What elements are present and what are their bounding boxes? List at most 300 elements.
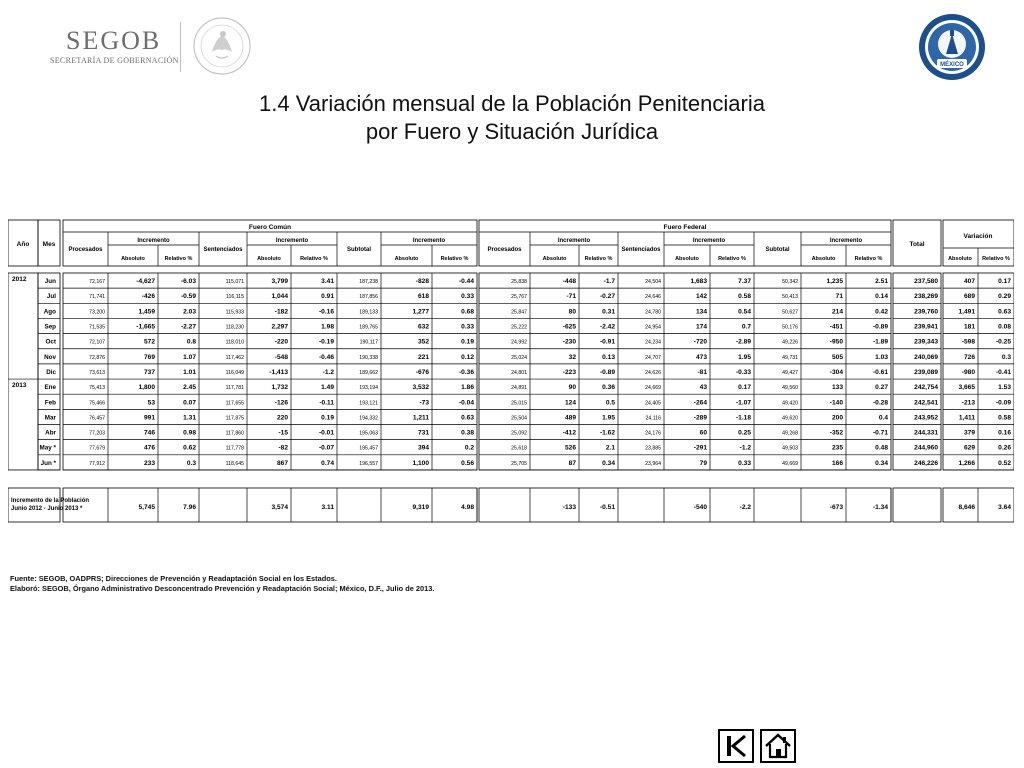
table-data-cell: 194,332	[359, 415, 378, 422]
table-data-cell: -828	[415, 278, 429, 286]
first-page-icon	[720, 731, 752, 761]
table-data-cell: 87	[568, 459, 576, 467]
table-data-cell: -0.91	[599, 338, 615, 346]
table-data-cell: 25,705	[511, 460, 527, 467]
table-data-cell: 1.49	[321, 384, 334, 392]
table-data-cell: 244,960	[914, 444, 938, 452]
summary-data-cell: 5,745	[138, 504, 155, 511]
table-data-cell: 189,133	[359, 309, 378, 316]
table-data-cell: 187,238	[359, 279, 378, 286]
table-data-cell: 1.03	[875, 353, 888, 361]
table-data-cell: 49,620	[782, 415, 798, 422]
table-data-cell: -0.25	[995, 338, 1011, 346]
logo-divider	[180, 22, 181, 72]
fuero-comun-title: Fuero Común	[248, 224, 292, 231]
table-data-cell: 2.1	[605, 444, 615, 452]
table-data-cell: 0.58	[998, 414, 1011, 422]
table-data-cell: 77,912	[89, 460, 105, 467]
table-data-cell: 133	[831, 384, 843, 392]
summary-data-cell: 4.98	[461, 504, 474, 511]
table-data-cell: 25,767	[511, 294, 527, 301]
table-data-cell: 3,665	[958, 384, 975, 392]
table-data-cell: 243,952	[914, 414, 938, 422]
table-data-cell: 476	[143, 444, 155, 452]
table-data-cell: -1,665	[136, 323, 155, 331]
table-data-cell: 242,754	[914, 384, 938, 392]
fuero-comun-subtotal-header: Subtotal	[347, 247, 371, 253]
table-data-cell: 72,107	[89, 339, 105, 346]
mexico-eagle-seal-icon	[190, 14, 254, 78]
table-data-cell: 221	[417, 353, 429, 361]
table-data-cell: 166	[831, 459, 843, 467]
table-data-cell: 50,176	[782, 324, 798, 331]
table-data-cell: 25,015	[511, 400, 527, 407]
table-data-cell: 174	[695, 323, 707, 331]
table-data-cell: 1,459	[138, 308, 155, 316]
table-data-cell: -0.04	[458, 399, 474, 407]
table-data-cell: 731	[417, 429, 429, 437]
table-data-cell: 737	[143, 368, 155, 376]
table-data-cell: -412	[562, 429, 576, 437]
table-data-cell: -220	[274, 338, 288, 346]
table-data-cell: 394	[417, 444, 429, 452]
table-data-cell: 0.5	[605, 399, 615, 407]
table-data-cell: 246,226	[914, 459, 938, 467]
table-data-cell: 214	[831, 308, 843, 316]
table-data-cell: 0.34	[602, 459, 615, 467]
table-data-cell: -0.27	[599, 293, 615, 301]
table-data-cell: -82	[278, 444, 288, 452]
page-title	[150, 90, 874, 146]
table-data-cell: -213	[961, 399, 975, 407]
summary-data-cell: 8,646	[958, 504, 975, 511]
table-data-cell: 0.56	[461, 459, 474, 467]
table-data-cell: 473	[695, 353, 707, 361]
table-data-cell: -1.18	[735, 414, 751, 422]
table-data-cell: 189,662	[359, 369, 378, 376]
table-data-cell: 1,211	[412, 414, 429, 422]
year-header: Año	[16, 241, 30, 248]
table-data-cell: 0.91	[321, 293, 334, 301]
table-data-cell: 0.38	[461, 429, 474, 437]
table-data-cell: -676	[415, 368, 429, 376]
table-data-cell: 71,741	[89, 294, 105, 301]
table-data-cell: 2.03	[183, 308, 196, 316]
table-data-cell: 24,234	[645, 339, 661, 346]
table-data-cell: 1,732	[271, 384, 288, 392]
table-data-cell: 24,707	[645, 354, 661, 361]
table-month-cell: Ago	[43, 308, 56, 316]
table-data-cell: 200	[831, 414, 843, 422]
table-data-cell: 242,541	[914, 399, 938, 407]
table-data-cell: -0.36	[458, 368, 474, 376]
table-data-cell: 1.95	[738, 353, 751, 361]
table-data-cell: 1,266	[958, 459, 975, 467]
table-data-cell: 3.41	[321, 278, 334, 286]
table-data-cell: 24,626	[645, 369, 661, 376]
table-data-cell: 117,462	[225, 354, 244, 361]
fuero-comun-absoluto-header: Absoluto	[394, 256, 419, 262]
table-data-cell: -182	[274, 308, 288, 316]
table-data-cell: 124	[564, 399, 576, 407]
table-data-cell: 24,176	[645, 430, 661, 437]
table-month-cell: Dic	[46, 368, 56, 376]
table-data-cell: 0.33	[461, 323, 474, 331]
table-data-cell: 117,778	[225, 445, 244, 452]
table-data-cell: -71	[566, 293, 576, 301]
population-table-grid	[8, 218, 1014, 528]
table-data-cell: 0.26	[998, 444, 1011, 452]
table-data-cell: 0.54	[738, 308, 751, 316]
table-data-cell: 0.17	[738, 384, 751, 392]
table-year-cell: 2012	[12, 276, 27, 284]
table-data-cell: 0.74	[321, 459, 334, 467]
table-data-cell: 526	[564, 444, 576, 452]
table-data-cell: 90	[568, 384, 576, 392]
table-data-cell: 0.7	[741, 323, 751, 331]
table-data-cell: 1.86	[461, 384, 474, 392]
table-data-cell: -0.33	[735, 368, 751, 376]
table-data-cell: 181	[963, 323, 975, 331]
table-data-cell: 24,405	[645, 400, 661, 407]
table-data-cell: 24,646	[645, 294, 661, 301]
table-data-cell: 0.8	[186, 338, 196, 346]
total-header: Total	[909, 241, 925, 248]
table-data-cell: 190,338	[359, 354, 378, 361]
table-data-cell: 25,838	[511, 279, 527, 286]
table-data-cell: 49,560	[782, 385, 798, 392]
table-data-cell: 0.36	[602, 384, 615, 392]
table-data-cell: -1.2	[739, 444, 751, 452]
summary-data-cell: 3,574	[271, 504, 288, 511]
summary-total	[893, 488, 941, 522]
table-data-cell: -1,413	[269, 368, 288, 376]
table-data-cell: 0.25	[738, 429, 751, 437]
table-data-cell: 49,268	[782, 430, 798, 437]
year-column-body	[8, 273, 38, 470]
title-line-2: por Fuero y Situación Jurídica	[365, 119, 659, 144]
table-data-cell: -0.01	[318, 429, 334, 437]
table-data-cell: -548	[274, 353, 288, 361]
table-data-cell: 0.07	[183, 399, 196, 407]
fuero-federal-sentenciados-header: Sentenciados	[621, 247, 661, 253]
table-data-cell: 189,765	[359, 324, 378, 331]
table-data-cell: 49,427	[782, 369, 798, 376]
table-data-cell: -81	[697, 368, 707, 376]
table-data-cell: 0.63	[461, 414, 474, 422]
fuero-federal-procesados-header: Procesados	[487, 247, 522, 253]
table-data-cell: -0.07	[318, 444, 334, 452]
table-data-cell: 220	[276, 414, 288, 422]
variacion-relativo-header: Relativo %	[982, 256, 1010, 262]
table-data-cell: 7.37	[738, 278, 751, 286]
author-note: Elaboró: SEGOB, Órgano Administrativo Desconcentrado Prevención y Readaptación Social; México, D.F., Julio de 2013.	[10, 584, 435, 593]
table-data-cell: 115,933	[225, 309, 244, 316]
table-data-cell: 73,613	[89, 369, 105, 376]
table-data-cell: -0.59	[180, 293, 196, 301]
table-data-cell: -0.16	[318, 308, 334, 316]
table-data-cell: -0.28	[872, 399, 888, 407]
source-note: Fuente: SEGOB, OADPRS; Direcciones de Prevención y Readaptación Social en los Estados.	[10, 574, 337, 583]
table-month-cell: Nov	[44, 353, 56, 361]
table-data-cell: 1.98	[321, 323, 334, 331]
segob-logo	[50, 18, 260, 78]
emblem-text: MÉXICO	[940, 62, 964, 68]
fuero-comun-absoluto-header: Absoluto	[121, 256, 145, 262]
table-data-cell: 117,781	[225, 385, 244, 392]
table-data-cell: 24,504	[645, 279, 661, 286]
fuero-comun-incremento-header: Incremento	[412, 238, 446, 244]
summary-data-cell: -133	[562, 504, 576, 511]
table-data-cell: 1,044	[271, 293, 288, 301]
summary-data-cell: -1.34	[872, 504, 888, 511]
fuero-comun-relativo-header: Relativo %	[300, 256, 328, 262]
table-data-cell: 0.48	[875, 444, 888, 452]
table-data-cell: -73	[419, 399, 429, 407]
table-data-cell: -1.07	[735, 399, 751, 407]
table-data-cell: 489	[564, 414, 576, 422]
table-data-cell: -1.2	[322, 368, 334, 376]
table-data-cell: 0.68	[461, 308, 474, 316]
table-data-cell: 0.63	[998, 308, 1011, 316]
table-data-cell: 24,954	[645, 324, 661, 331]
table-data-cell: -625	[562, 323, 576, 331]
table-data-cell: 115,071	[225, 279, 244, 286]
summary-data-cell: 9,319	[412, 504, 429, 511]
table-data-cell: 2,297	[271, 323, 288, 331]
table-data-cell: 195,457	[359, 445, 378, 452]
summary-label-line-1: Incremento de la Población	[11, 498, 90, 504]
table-data-cell: 71	[835, 293, 843, 301]
table-data-cell: 0.34	[875, 459, 888, 467]
first-page-button[interactable]	[718, 729, 754, 763]
table-data-cell: 80	[568, 308, 576, 316]
fuero-federal-title: Fuero Federal	[663, 224, 707, 231]
table-data-cell: 43	[699, 384, 707, 392]
table-data-cell: 50,342	[782, 279, 798, 286]
fuero-federal-absoluto-header: Absoluto	[675, 256, 699, 262]
table-data-cell: 72,167	[89, 279, 105, 286]
table-data-cell: 689	[963, 293, 975, 301]
table-data-cell: 25,092	[511, 430, 527, 437]
table-data-cell: 32	[568, 353, 576, 361]
table-data-cell: -4,627	[136, 278, 155, 286]
table-data-cell: 618	[417, 293, 429, 301]
fuero-federal-relativo-header: Relativo %	[718, 256, 746, 262]
table-year-cell: 2013	[12, 382, 27, 390]
summary-data-cell: -540	[693, 504, 707, 511]
fuero-comun-incremento-header: Incremento	[275, 238, 309, 244]
table-data-cell: -0.41	[995, 368, 1011, 376]
table-data-cell: -230	[562, 338, 576, 346]
table-data-cell: 0.13	[602, 353, 615, 361]
title-line-1: 1.4 Variación mensual de la Población Penitenciaria	[259, 91, 765, 116]
table-data-cell: -289	[693, 414, 707, 422]
table-data-cell: 187,856	[359, 294, 378, 301]
fuero-federal-absoluto-header: Absoluto	[811, 256, 836, 262]
table-data-cell: 118,230	[225, 324, 244, 331]
summary-data-cell: -673	[829, 504, 843, 511]
table-data-cell: 118,010	[225, 339, 244, 346]
table-data-cell: 0.33	[738, 459, 751, 467]
table-data-cell: -0.61	[872, 368, 888, 376]
table-data-cell: 25,222	[511, 324, 527, 331]
table-data-cell: 2.51	[875, 278, 888, 286]
table-data-cell: 75,466	[89, 400, 105, 407]
table-data-cell: 3,799	[271, 278, 288, 286]
table-data-cell: 49,420	[782, 400, 798, 407]
table-data-cell: -598	[961, 338, 975, 346]
table-data-cell: -264	[693, 399, 707, 407]
summary-data-cell: -2.2	[739, 504, 751, 511]
table-data-cell: 77,203	[89, 430, 105, 437]
table-data-cell: 352	[417, 338, 429, 346]
table-data-cell: 134	[695, 308, 707, 316]
table-data-cell: 244,331	[914, 429, 938, 437]
table-data-cell: 49,669	[782, 460, 798, 467]
table-data-cell: 23,964	[645, 460, 661, 467]
table-data-cell: 25,504	[511, 415, 527, 422]
variacion-label: Variación	[963, 233, 993, 240]
table-data-cell: -2.89	[735, 338, 751, 346]
table-data-cell: 0.19	[321, 414, 334, 422]
table-data-cell: 25,618	[511, 445, 527, 452]
table-data-cell: 72,876	[89, 354, 105, 361]
table-data-cell: -126	[274, 399, 288, 407]
table-data-cell: 1.53	[998, 384, 1011, 392]
table-data-cell: 117,655	[225, 400, 244, 407]
table-data-cell: -0.19	[318, 338, 334, 346]
table-data-cell: 75,413	[89, 385, 105, 392]
table-data-cell: 505	[831, 353, 843, 361]
table-month-cell: Jun	[44, 278, 56, 286]
table-data-cell: -15	[278, 429, 288, 437]
table-data-cell: 239,941	[914, 323, 938, 331]
table-month-cell: Sep	[44, 323, 56, 331]
table-data-cell: 1,235	[826, 278, 843, 286]
table-data-cell: -2.42	[599, 323, 615, 331]
fuero-comun-incremento-header: Incremento	[137, 238, 170, 244]
table-data-cell: -0.71	[872, 429, 888, 437]
fuero-comun-procesados-header: Procesados	[68, 247, 103, 253]
table-data-cell: 50,413	[782, 294, 798, 301]
table-data-cell: -2.27	[180, 323, 196, 331]
table-data-cell: 0.14	[875, 293, 888, 301]
table-data-cell: 0.58	[738, 293, 751, 301]
table-data-cell: 24,669	[645, 385, 661, 392]
table-month-cell: Jul	[46, 293, 56, 301]
table-month-cell: Feb	[44, 399, 56, 407]
summary-data-cell: -0.51	[599, 504, 615, 511]
table-data-cell: 195,063	[359, 430, 378, 437]
table-data-cell: 0.08	[998, 323, 1011, 331]
table-data-cell: -451	[829, 323, 843, 331]
table-data-cell: 0.16	[998, 429, 1011, 437]
table-data-cell: 237,580	[914, 278, 938, 286]
table-data-cell: 572	[143, 338, 155, 346]
table-data-cell: 239,343	[914, 338, 938, 346]
table-data-cell: -291	[693, 444, 707, 452]
table-data-cell: -950	[829, 338, 843, 346]
table-data-cell: 25,847	[511, 309, 527, 316]
table-data-cell: 0.98	[183, 429, 196, 437]
table-data-cell: 0.3	[1001, 353, 1011, 361]
table-data-cell: -0.11	[319, 399, 334, 407]
table-data-cell: 24,801	[511, 369, 527, 376]
table-data-cell: 0.33	[461, 293, 474, 301]
table-data-cell: -1.62	[599, 429, 615, 437]
table-data-cell: 0.12	[461, 353, 474, 361]
table-data-cell: -0.46	[318, 353, 334, 361]
table-data-cell: 1.07	[183, 353, 196, 361]
table-data-cell: 0.3	[186, 459, 196, 467]
table-data-cell: -0.89	[599, 368, 615, 376]
table-data-cell: 60	[699, 429, 707, 437]
table-data-cell: 3,532	[412, 384, 429, 392]
table-data-cell: 769	[143, 353, 155, 361]
table-data-cell: 379	[963, 429, 975, 437]
table-data-cell: 116,115	[226, 294, 244, 301]
table-data-cell: 632	[417, 323, 429, 331]
table-data-cell: 239,089	[914, 368, 938, 376]
table-data-cell: 1.31	[183, 414, 196, 422]
table-data-cell: 0.62	[183, 444, 196, 452]
table-data-cell: 193,121	[359, 400, 378, 407]
table-data-cell: 25,024	[511, 354, 527, 361]
table-data-cell: 867	[276, 459, 288, 467]
fuero-federal-incremento-header: Incremento	[557, 238, 591, 244]
fuero-comun-absoluto-header: Absoluto	[257, 256, 281, 262]
month-header: Mes	[42, 241, 56, 248]
table-data-cell: 1,411	[958, 414, 975, 422]
table-data-cell: 49,226	[782, 339, 798, 346]
table-data-cell: 1,491	[958, 308, 975, 316]
table-data-cell: 239,760	[914, 308, 938, 316]
table-data-cell: 23,885	[645, 445, 661, 452]
table-data-cell: -0.09	[995, 399, 1011, 407]
table-data-cell: 240,069	[914, 353, 938, 361]
table-data-cell: -352	[829, 429, 843, 437]
table-data-cell: 0.42	[875, 308, 888, 316]
table-data-cell: 0.29	[998, 293, 1011, 301]
table-data-cell: 233	[143, 459, 155, 467]
table-data-cell: -0.44	[458, 278, 474, 286]
table-month-cell: Oct	[45, 338, 56, 346]
table-month-cell: May *	[39, 444, 56, 452]
fuero-federal-relativo-header: Relativo %	[584, 256, 613, 262]
table-data-cell: 0.4	[878, 414, 888, 422]
table-data-cell: 0.2	[464, 444, 474, 452]
table-data-cell: 1,683	[690, 278, 707, 286]
variacion-absoluto-header: Absoluto	[948, 256, 972, 262]
fuero-federal-subtotal-header: Subtotal	[765, 247, 790, 253]
table-month-cell: Jun *	[40, 459, 56, 467]
summary-data-cell: 3.11	[321, 504, 334, 511]
segob-wordmark: SEGOB	[66, 26, 162, 55]
table-data-cell: -223	[562, 368, 576, 376]
table-data-cell: 1,800	[138, 384, 155, 392]
table-data-cell: 117,860	[225, 430, 244, 437]
table-month-cell: Ene	[44, 384, 56, 392]
home-button[interactable]	[760, 729, 796, 763]
table-month-cell: Mar	[44, 414, 56, 422]
summary-label-line-2: Junio 2012 - Junio 2013 *	[11, 506, 83, 512]
table-data-cell: 49,731	[782, 354, 798, 361]
table-data-cell: 24,992	[511, 339, 527, 346]
table-data-cell: 196,557	[359, 460, 378, 467]
table-data-cell: 142	[695, 293, 707, 301]
table-data-cell: 73,200	[89, 309, 105, 316]
